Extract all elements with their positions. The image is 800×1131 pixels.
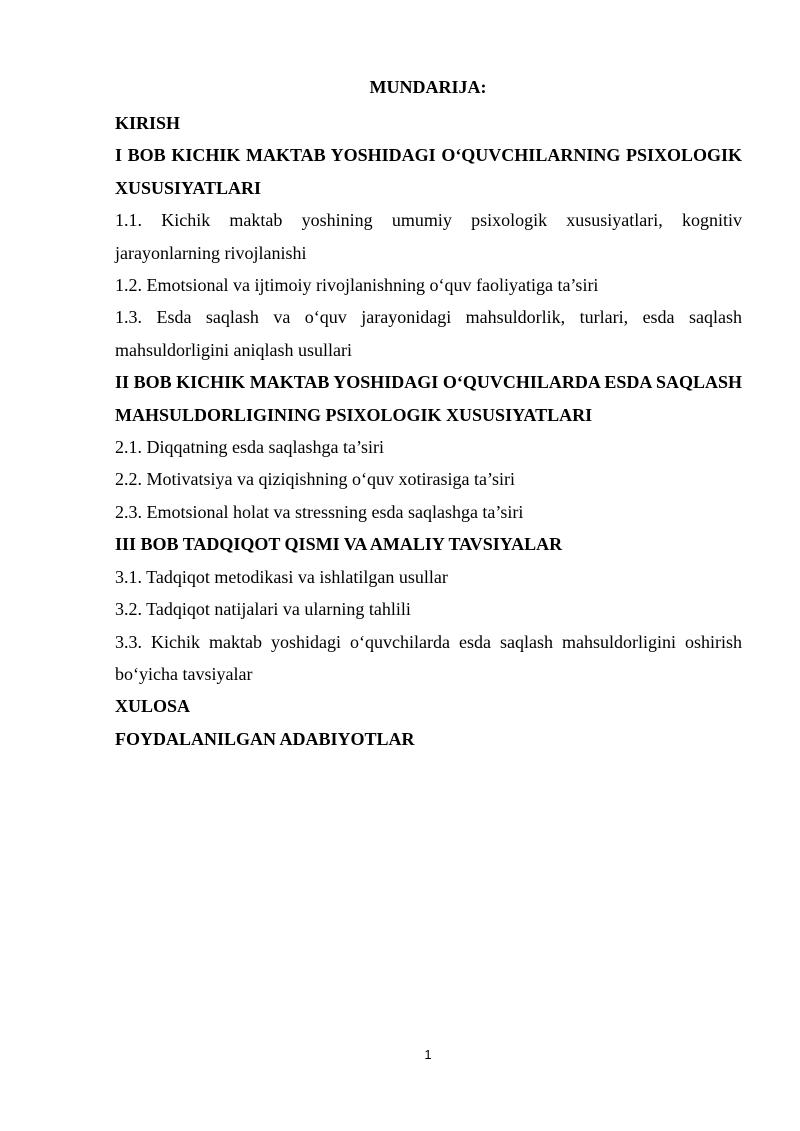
toc-entry-3-1: 3.1. Tadqiqot metodikasi va ishlatilgan usullar xyxy=(115,566,448,587)
toc-entry-chapter-3: III BOB TADQIQOT QISMI VA AMALIY TAVSIYALAR xyxy=(115,534,563,555)
toc-entry-kirish: KIRISH xyxy=(115,113,181,133)
toc-entry-2-2: 2.2. Motivatsiya va qiziqishning o‘quv xotirasiga ta’siri xyxy=(115,469,515,490)
page-title: MUNDARIJA: xyxy=(369,77,487,97)
toc-entry-chapter-2: II BOB KICHIK MAKTAB YOSHIDAGI O‘QUVCHILARDA ESDA SAQLASH MAHSULDORLIGINING PSIXOLOGIK XUSUSIYATLARI xyxy=(115,372,742,425)
page-number: 1 xyxy=(424,1047,432,1062)
toc-entry-3-2: 3.2. Tadqiqot natijalari va ularning tahlili xyxy=(115,599,411,620)
toc-entry-2-3: 2.3. Emotsional holat va stressning esda saqlashga ta’siri xyxy=(115,501,524,522)
toc-entry-3-3: 3.3. Kichik maktab yoshidagi o‘quvchilarda esda saqlash mahsuldorligini oshirish bo‘yicha tavsiyalar xyxy=(115,631,742,684)
toc-entry-1-2: 1.2. Emotsional va ijtimoiy rivojlanishning o‘quv faoliyatiga ta’siri xyxy=(115,275,599,296)
toc-entry-2-1: 2.1. Diqqatning esda saqlashga ta’siri xyxy=(115,437,384,458)
toc-entry-1-1: 1.1. Kichik maktab yoshining umumiy psixologik xususiyatlari, kognitiv jarayonlarning rivojlanishi xyxy=(115,210,742,263)
toc-entry-1-3: 1.3. Esda saqlash va o‘quv jarayonidagi mahsuldorlik, turlari, esda saqlash mahsuldorligini aniqlash usullari xyxy=(115,307,742,360)
toc-entry-chapter-1: I BOB KICHIK MAKTAB YOSHIDAGI O‘QUVCHILARNING PSIXOLOGIK XUSUSIYATLARI xyxy=(115,145,742,198)
toc-entry-references: FOYDALANILGAN ADABIYOTLAR xyxy=(115,728,415,749)
table-of-contents xyxy=(115,107,742,755)
toc-entry-xulosa: XULOSA xyxy=(115,696,191,717)
